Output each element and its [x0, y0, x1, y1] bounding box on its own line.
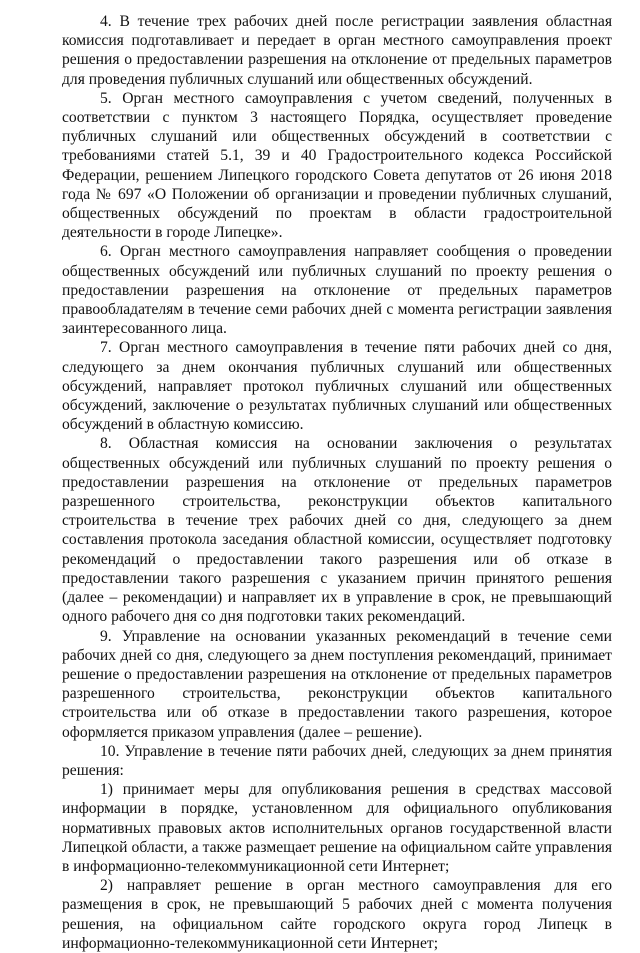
paragraph-4: 4. В течение трех рабочих дней после регистрации заявления областная комиссия подготавливает и передает в орган местного самоуправления проект решения о предоставлении разрешения на отклонение от предельных параметров для проведения публичных слушаний или общественных обсуждений.: [62, 13, 612, 88]
paragraph-10: 10. Управление в течение пяти рабочих дней, следующих за днем принятия решения:: [62, 742, 612, 779]
paragraph-10-item-2: 2) направляет решение в орган местного самоуправления для его размещения в срок, не превышающий 5 рабочих дней с момента получения решения, на официальном сайте городского округа город Липецк в информационно-телекоммуникационной сети Интернет;: [62, 877, 612, 952]
paragraph-7: 7. Орган местного самоуправления в течение пяти рабочих дней со дня, следующего за днем окончания публичных слушаний или общественных обсуждений, направляет протокол публичных слушаний или общественных обсуждений, заключение о результатах публичных слушаний или общественных обсуждений в областную комиссию.: [62, 339, 612, 434]
paragraph-9: 9. Управление на основании указанных рекомендаций в течение семи рабочих дней со дня, следующего за днем поступления рекомендаций, принимает решение о предоставлении разрешения на отклонение от предельных параметров разрешенного строительства, реконструкции объектов капитального строительства или об отказе в предоставлении такого разрешения, которое оформляется приказом управления (далее – решение).: [62, 627, 612, 741]
paragraph-6: 6. Орган местного самоуправления направляет сообщения о проведении общественных обсуждений или публичных слушаний по проекту решения о предоставлении разрешения на отклонение от предельных параметров правообладателям в течение семи рабочих дней с момента регистрации заявления заинтересованного лица.: [62, 243, 612, 338]
paragraph-10-item-1: 1) принимает меры для опубликования решения в средствах массовой информации в порядке, установленном для официального опубликования нормативных правовых актов исполнительных органов государственной власти Липецкой области, а также размещает решение на официальном сайте управления в информационно-телекоммуникационной сети Интернет;: [62, 781, 612, 875]
paragraph-8: 8. Областная комиссия на основании заключения о результатах общественных обсуждений или публичных слушаний по проекту решения о предоставлении разрешения на отклонение от предельных параметров разрешенного строительства, реконструкции объектов капитального строительства в течение трех рабочих дней со дня, следующего за днем составления протокола заседания областной комиссии, осуществляет подготовку рекомендаций о предоставлении такого разрешения или об отказе в предоставлении такого разрешения с указанием причин принятого решения (далее – рекомендации) и направляет их в управление в срок, не превышающий одного рабочего дня со дня подготовки таких рекомендаций.: [62, 435, 612, 626]
paragraph-5: 5. Орган местного самоуправления с учетом сведений, полученных в соответствии с пунктом 3 настоящего Порядка, осуществляет проведение публичных слушаний или общественных обсуждений в соответствии с требованиями статей 5.1, 39 и 40 Градостроительного кодекса Российской Федерации, решением Липецкого городского Совета депутатов от 26 июня 2018 года № 697 «О Положении об организации и проведении публичных слушаний, общественных обсуждений по проектам в области градостроительной деятельности в городе Липецке».: [62, 89, 612, 242]
